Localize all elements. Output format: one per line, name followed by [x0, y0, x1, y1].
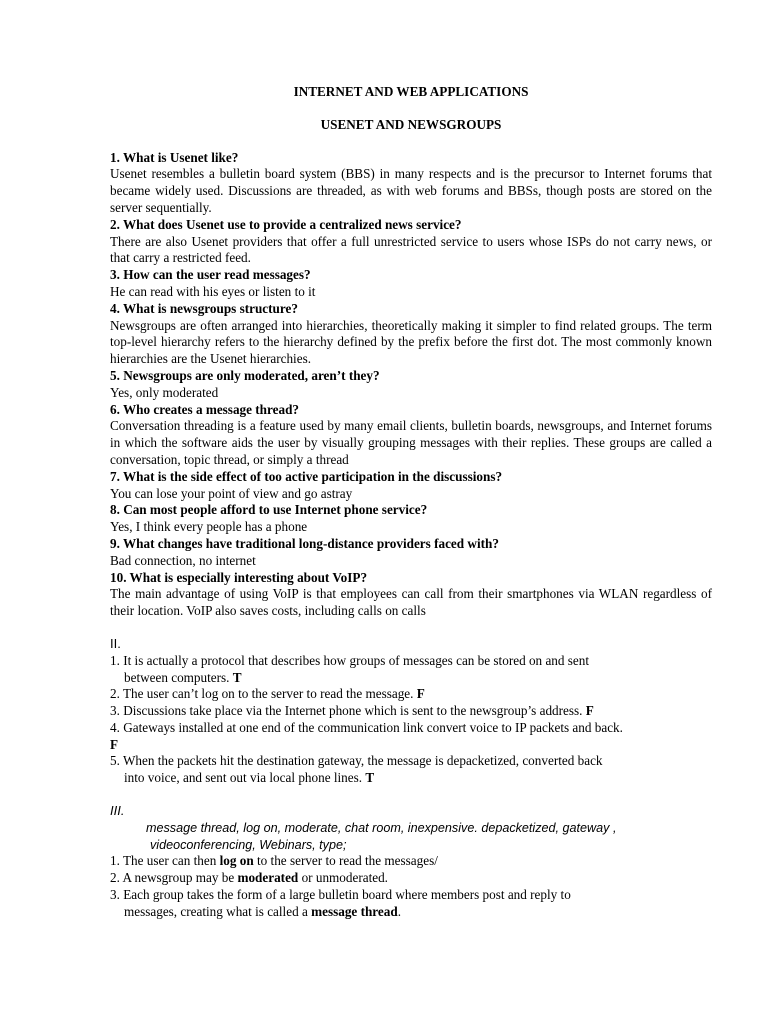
- question-7: 7. What is the side effect of too active participation in the discussions?: [110, 468, 503, 484]
- word-bank-line-1: message thread, log on, moderate, chat room, inexpensive. depacketized, gateway ,: [146, 820, 617, 835]
- document-subtitle: USENET AND NEWSGROUPS: [320, 116, 502, 132]
- qa-item: [110, 368, 712, 402]
- qa-item: [110, 469, 712, 503]
- answer-4: Newsgroups are often arranged into hierarchies, theoretically making it simpler to find related groups. The term top-level hierarchy refers to the hierarchy defined by the prefix before the first dot. The most commonly known hierarchies are the Usenet hierarchies.: [110, 317, 712, 367]
- sentence-3-continuation: [110, 904, 712, 921]
- question-1: 1. What is Usenet like?: [110, 149, 239, 165]
- question-10: 10. What is especially interesting about VoIP?: [110, 569, 368, 585]
- sentence-1: [110, 853, 712, 870]
- qa-item: [110, 502, 712, 536]
- sentence-3-pre-2: messages, creating what is called a: [124, 903, 312, 919]
- statement-5-line-1: 5. When the packets hit the destination gateway, the message is depacketized, converted back: [110, 753, 603, 769]
- statement-5-line-2: into voice, and sent out via local phone lines.: [124, 770, 363, 786]
- qa-item: [110, 267, 712, 301]
- sentence-2-pre: 2. A newsgroup may be: [110, 870, 238, 886]
- sentence-2-post: or unmoderated.: [298, 870, 388, 886]
- answer-10: The main advantage of using VoIP is that employees can call from their smartphones via WLAN regardless of their location. VoIP also saves costs, including calls on calls: [110, 586, 712, 619]
- sentence-3-answer: message thread: [311, 903, 398, 919]
- qa-item: [110, 217, 712, 267]
- statement-2: [110, 686, 712, 703]
- sentence-2-answer: moderated: [237, 870, 299, 886]
- statement-4: [110, 720, 712, 754]
- statement-1-line-2: between computers.: [124, 669, 230, 685]
- statement-5-mark: T: [365, 770, 375, 786]
- word-bank: [110, 820, 712, 854]
- question-9: 9. What changes have traditional long-distance providers faced with?: [110, 535, 499, 551]
- section-spacer: [110, 620, 712, 636]
- qa-item: [110, 301, 712, 368]
- answer-2: There are also Usenet providers that offer a full unrestricted service to users whose ISPs do not carry news, or that carry a restricted feed.: [110, 233, 712, 266]
- statement-3: [110, 703, 712, 720]
- question-6: 6. Who creates a message thread?: [110, 401, 299, 417]
- statement-5: [110, 753, 712, 787]
- statement-2-line-1: 2. The user can’t log on to the server to read the message.: [110, 686, 414, 702]
- statement-4-line-1: 4. Gateways installed at one end of the communication link convert voice to IP packets and back.: [110, 719, 623, 735]
- answer-1: Usenet resembles a bulletin board system (BBS) in many respects and is the precursor to Internet forums that became widely used. Discussions are threaded, as with web forums and BBSs, though posts are stored on the server sequentially.: [110, 166, 712, 215]
- statement-3-line-1: 3. Discussions take place via the Internet phone which is sent to the newsgroup’s address.: [110, 703, 583, 719]
- statement-1-mark: T: [232, 669, 242, 685]
- answer-6: Conversation threading is a feature used by many email clients, bulletin boards, newsgroups, and Internet forums in which the software aids the user by visually grouping messages with their replies. These groups are called a conversation, topic thread, or simply a thread: [110, 418, 712, 467]
- qa-item: [110, 570, 712, 620]
- document-title: INTERNET AND WEB APPLICATIONS: [293, 84, 529, 99]
- sentence-1-post: to the server to read the messages/: [253, 853, 438, 869]
- statement-1: [110, 653, 712, 687]
- sentence-3-post: .: [397, 903, 401, 919]
- answer-5: Yes, only moderated: [110, 384, 219, 400]
- section-3-label: III.: [110, 803, 125, 819]
- answer-9: Bad connection, no internet: [110, 552, 256, 568]
- true-false-section: [110, 636, 712, 787]
- statement-5-continuation: [110, 770, 712, 787]
- question-8: 8. Can most people afford to use Internet phone service?: [110, 502, 428, 518]
- sentence-1-answer: log on: [219, 853, 254, 869]
- sentence-3-pre: 3. Each group takes the form of a large bulletin board where members post and reply to: [110, 887, 571, 903]
- answer-7: You can lose your point of view and go astray: [110, 485, 353, 501]
- statement-1-continuation: [110, 670, 712, 687]
- question-2: 2. What does Usenet use to provide a centralized news service?: [110, 216, 462, 232]
- qa-item: [110, 536, 712, 570]
- question-answer-list: [110, 150, 712, 620]
- qa-item: [110, 402, 712, 469]
- statement-1-line-1: 1. It is actually a protocol that describes how groups of messages can be stored on and sent: [110, 652, 590, 668]
- section-spacer: [110, 787, 712, 803]
- statement-2-mark: F: [416, 686, 425, 702]
- section-2-label: II.: [110, 635, 121, 651]
- sentence-2: [110, 870, 712, 887]
- qa-item: [110, 150, 712, 217]
- question-5: 5. Newsgroups are only moderated, aren’t they?: [110, 367, 380, 383]
- question-4: 4. What is newsgroups structure?: [110, 300, 298, 316]
- question-3: 3. How can the user read messages?: [110, 267, 311, 283]
- answer-3: He can read with his eyes or listen to it: [110, 283, 316, 299]
- word-bank-line-2: videoconferencing, Webinars, type;: [150, 837, 347, 852]
- fill-in-section: [110, 803, 712, 921]
- statement-4-mark: F: [110, 736, 119, 752]
- answer-8: Yes, I think every people has a phone: [110, 519, 308, 535]
- sentence-1-pre: 1. The user can then: [110, 853, 220, 869]
- statement-3-mark: F: [585, 703, 594, 719]
- sentence-3: [110, 887, 712, 921]
